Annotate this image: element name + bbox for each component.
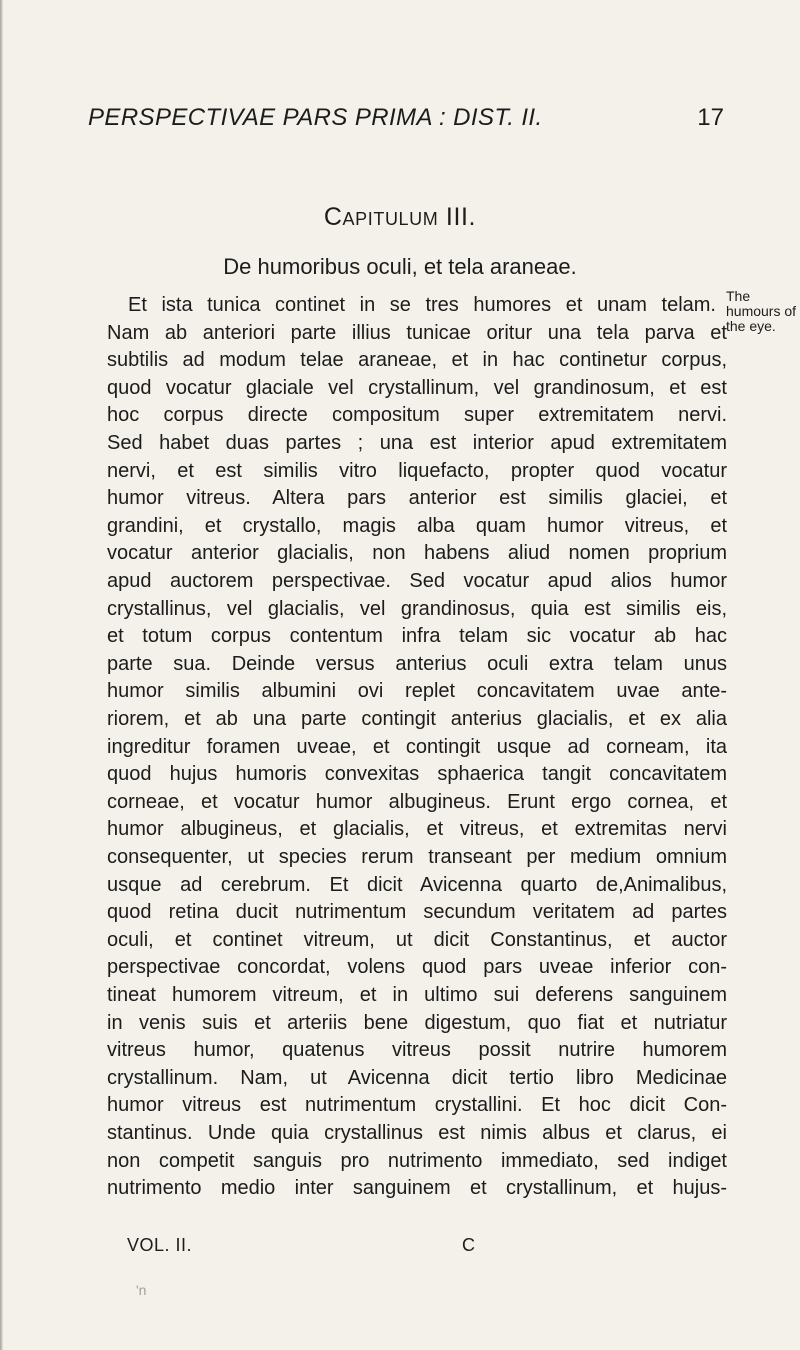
text-line: quod vocatur glaciale vel crystallinum, vel grandinosum, et est <box>107 376 727 399</box>
text-line: oculi, et continet vitreum, ut dicit Constantinus, et auctor <box>107 928 727 951</box>
text-line: perspectivae concordat, volens quod pars uveae inferior con- <box>107 956 727 979</box>
sidenote-line: humours of <box>726 303 797 319</box>
text-line: quod retina ducit nutrimentum secundum veritatem ad partes <box>107 901 727 924</box>
sidenote-line: the eye. <box>726 318 776 334</box>
text-line: parte sua. Deinde versus anterius oculi extra telam unus <box>107 652 727 675</box>
text-line: humor vitreus. Altera pars anterior est similis glaciei, et <box>107 487 727 510</box>
text-line: crystallinus, vel glacialis, vel grandinosus, quia est similis eis, <box>107 597 727 620</box>
chapter-title: Capitulum III. <box>323 203 477 231</box>
text-line: et totum corpus contentum infra telam sic vocatur ab hac <box>107 625 727 648</box>
text-line: nervi, et est similis vitro liquefacto, propter quod vocatur <box>107 459 727 482</box>
text-line: subtilis ad modum telae araneae, et in hac continetur corpus, <box>107 349 727 372</box>
volume-signature: VOL. II. <box>127 1235 193 1255</box>
page-number: 17 <box>697 104 724 131</box>
stray-mark: 'n <box>136 1282 147 1298</box>
text-line: Nam ab anteriori parte illius tunicae oritur una tela parva et <box>107 321 727 344</box>
text-line: humor similis albumini ovi replet concavitatem uvae ante- <box>107 680 727 703</box>
text-line: usque ad cerebrum. Et dicit Avicenna quarto de,Animalibus, <box>107 873 727 896</box>
text-line: crystallinum. Nam, ut Avicenna dicit tertio libro Medicinae <box>107 1066 727 1089</box>
text-line: riorem, et ab una parte contingit anterius glacialis, et ex alia <box>107 708 727 730</box>
chapter-subtitle: De humoribus oculi, et tela araneae. <box>223 254 577 279</box>
text-line: humor albugineus, et glacialis, et vitreus, et extremitas nervi <box>107 818 727 841</box>
text-line: Sed habet duas partes ; una est interior apud extremitatem <box>107 432 727 454</box>
gathering-signature: C <box>462 1235 475 1255</box>
text-line: vocatur anterior glacialis, non habens aliud nomen proprium <box>107 542 727 565</box>
running-head: PERSPECTIVAE PARS PRIMA : DIST. II. <box>88 104 543 131</box>
text-line: apud auctorem perspectivae. Sed vocatur apud alios humor <box>107 570 727 592</box>
text-line: in venis suis et arteriis bene digestum, quo fiat et nutriatur <box>107 1011 727 1034</box>
text-line: nutrimento medio inter sanguinem et crystallinum, et hujus- <box>107 1177 727 1200</box>
text-line: grandini, et crystallo, magis alba quam humor vitreus, et <box>107 514 727 537</box>
text-line: quod hujus humoris convexitas sphaerica tangit concavitatem <box>107 763 727 786</box>
text-line: non competit sanguis pro nutrimento immediato, sed indiget <box>107 1149 727 1172</box>
text-line: hoc corpus directe compositum super extremitatem nervi. <box>107 404 727 427</box>
text-line: ingreditur foramen uveae, et contingit usque ad corneam, ita <box>107 735 727 758</box>
text-line: corneae, et vocatur humor albugineus. Erunt ergo cornea, et <box>107 790 727 813</box>
text-line: Et ista tunica continet in se tres humores et unam telam. <box>128 294 716 316</box>
text-line: humor vitreus est nutrimentum crystallini. Et hoc dicit Con- <box>107 1094 727 1117</box>
text-line: stantinus. Unde quia crystallinus est nimis albus et clarus, ei <box>107 1122 727 1144</box>
text-line: consequenter, ut species rerum transeant per medium omnium <box>107 846 727 868</box>
text-line: vitreus humor, quatenus vitreus possit nutrire humorem <box>107 1039 727 1062</box>
text-line: tineat humorem vitreum, et in ultimo sui deferens sanguinem <box>107 984 727 1006</box>
sidenote-line: The <box>726 288 751 304</box>
